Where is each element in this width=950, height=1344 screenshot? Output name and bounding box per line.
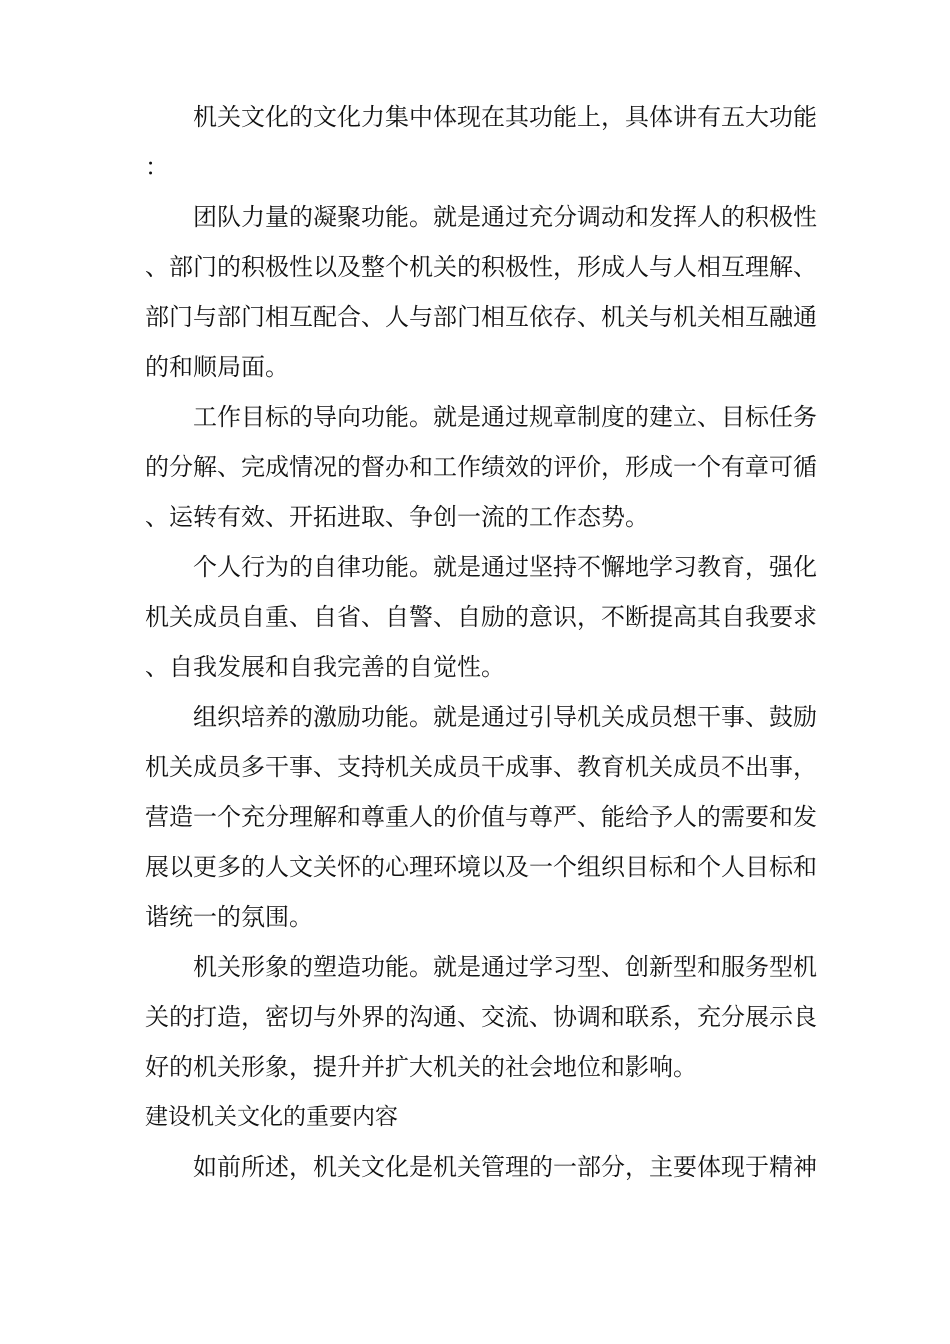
paragraph-closing: 如前所述，机关文化是机关管理的一部分，主要体现于精神: [193, 1153, 817, 1181]
paragraph-guidance-function: 工作目标的导向功能。就是通过规章制度的建立、目标任务的分解、完成情况的督办和工作绩效的评价，形成一个有章可循、运转有效、开拓进取、争创一流的工作态势。: [145, 403, 817, 531]
paragraph-self-discipline-function: 个人行为的自律功能。就是通过坚持不懈地学习教育，强化机关成员自重、自省、自警、自励的意识，不断提高其自我要求、自我发展和自我完善的自觉性。: [145, 553, 817, 681]
paragraph-incentive-function: 组织培养的激励功能。就是通过引导机关成员想干事、鼓励机关成员多干事、支持机关成员干成事、教育机关成员不出事，营造一个充分理解和尊重人的价值与尊严、能给予人的需要和发展以更多的人文关怀的心理环境以及一个组织目标和个人目标和谐统一的氛围。: [145, 703, 817, 931]
section-heading: 建设机关文化的重要内容: [145, 1104, 398, 1130]
paragraph-cohesion-function: 团队力量的凝聚功能。就是通过充分调动和发挥人的积极性、部门的积极性以及整个机关的积极性，形成人与人相互理解、部门与部门相互配合、人与部门相互依存、机关与机关相互融通的和顺局面。: [145, 203, 817, 381]
paragraph-image-function: 机关形象的塑造功能。就是通过学习型、创新型和服务型机关的打造，密切与外界的沟通、交流、协调和联系，充分展示良好的机关形象，提升并扩大机关的社会地位和影响。: [145, 953, 817, 1081]
document-body: [145, 92, 817, 1192]
paragraph-intro: 机关文化的文化力集中体现在其功能上，具体讲有五大功能：: [145, 103, 817, 181]
